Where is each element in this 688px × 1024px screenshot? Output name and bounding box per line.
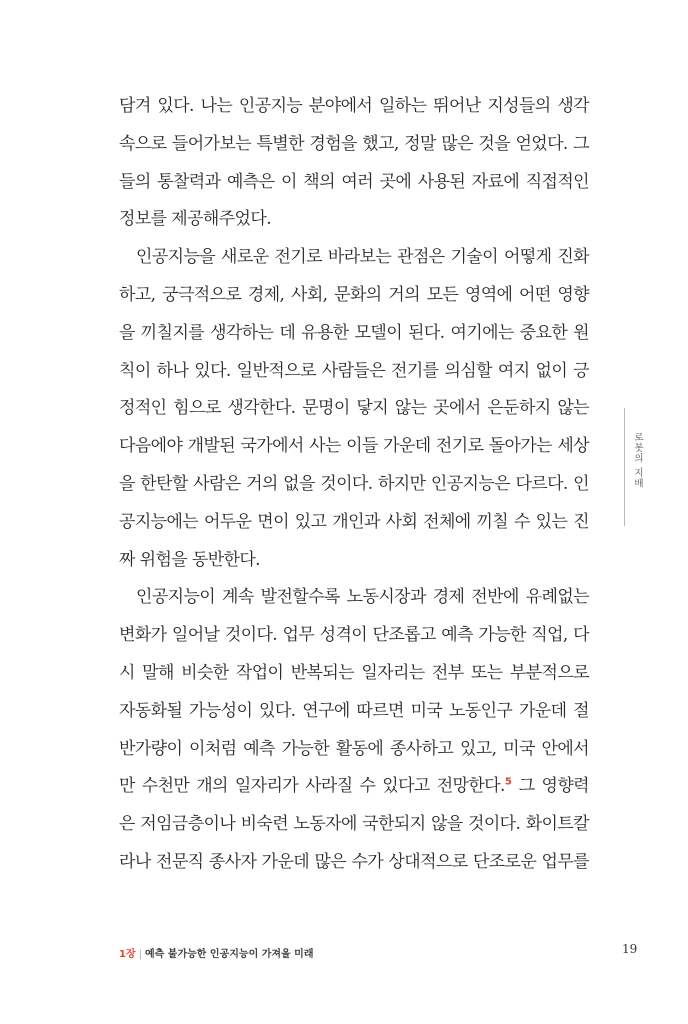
side-tab-rule — [624, 408, 625, 526]
paragraph-start-line: 인공지능이 계속 발전할수록 노동시장과 경제 전반에 유례없는 — [136, 587, 589, 608]
text-line: 칙이 하나 있다. 일반적으로 사람들은 전기를 의심할 여지 없이 긍 — [119, 360, 589, 381]
text-line: 을 끼칠지를 생각하는 데 유용한 모델이 된다. 여기에는 중요한 원 — [119, 322, 589, 343]
text-line: 을 한탄할 사람은 거의 없을 것이다. 하지만 인공지능은 다르다. 인 — [119, 473, 589, 494]
running-footer — [119, 945, 314, 960]
text-line: 담겨 있다. 나는 인공지능 분야에서 일하는 뛰어난 지성들의 생각 — [119, 96, 589, 116]
chapter-title: 예측 불가능한 인공지능이 가져올 미래 — [145, 949, 314, 960]
footnote-line-after: 그 영향력 — [511, 776, 589, 797]
side-tab-label: 로봇의 지배 — [632, 432, 643, 489]
text-line: 시 말해 비슷한 작업이 반복되는 일자리는 전부 또는 부분적으로 — [119, 662, 589, 683]
text-line: 공지능에는 어두운 면이 있고 개인과 사회 전체에 끼칠 수 있는 진 — [119, 511, 589, 532]
text-line: 은 저임금층이나 비숙련 노동자에 국한되지 않을 것이다. 화이트칼 — [119, 814, 589, 835]
text-line: 하고, 궁극적으로 경제, 사회, 문화의 거의 모든 영역에 어떤 영향 — [119, 284, 589, 305]
chapter-number: 1장 — [119, 949, 136, 960]
footnote-line-before: 만 수천만 개의 일자리가 사라질 수 있다고 전망한다. — [119, 776, 505, 797]
page-number: 19 — [622, 942, 638, 956]
text-line: 다음에야 개발된 국가에서 사는 이들 가운데 전기로 돌아가는 세상 — [119, 436, 589, 457]
text-line: 들의 통찰력과 예측은 이 책의 여러 곳에 사용된 자료에 직접적인 — [119, 171, 589, 192]
text-line: 속으로 들어가보는 특별한 경험을 했고, 정말 많은 것을 얻었다. 그 — [119, 133, 589, 154]
text-line-with-footnote — [119, 768, 589, 806]
text-line: 반가량이 이처럼 예측 가능한 활동에 종사하고 있고, 미국 안에서 — [119, 738, 589, 759]
paragraph-start-line: 인공지능을 새로운 전기로 바라보는 관점은 기술이 어떻게 진화 — [136, 247, 589, 268]
body-text — [119, 88, 589, 882]
text-line: 변화가 일어날 것이다. 업무 성격이 단조롭고 예측 가능한 직업, 다 — [119, 625, 589, 646]
footnote-marker[interactable]: 5 — [504, 776, 512, 788]
footer-divider: | — [138, 949, 142, 960]
text-line: 정보를 제공해주었다. — [119, 209, 272, 230]
text-line: 짜 위험을 동반한다. — [119, 549, 260, 570]
text-line: 정적인 힘으로 생각한다. 문명이 닿지 않는 곳에서 은둔하지 않는 — [119, 398, 589, 419]
text-line: 자동화될 가능성이 있다. 연구에 따르면 미국 노동인구 가운데 절 — [119, 700, 589, 721]
text-line: 라나 전문직 종사자 가운데 많은 수가 상대적으로 단조로운 업무를 — [119, 851, 589, 872]
